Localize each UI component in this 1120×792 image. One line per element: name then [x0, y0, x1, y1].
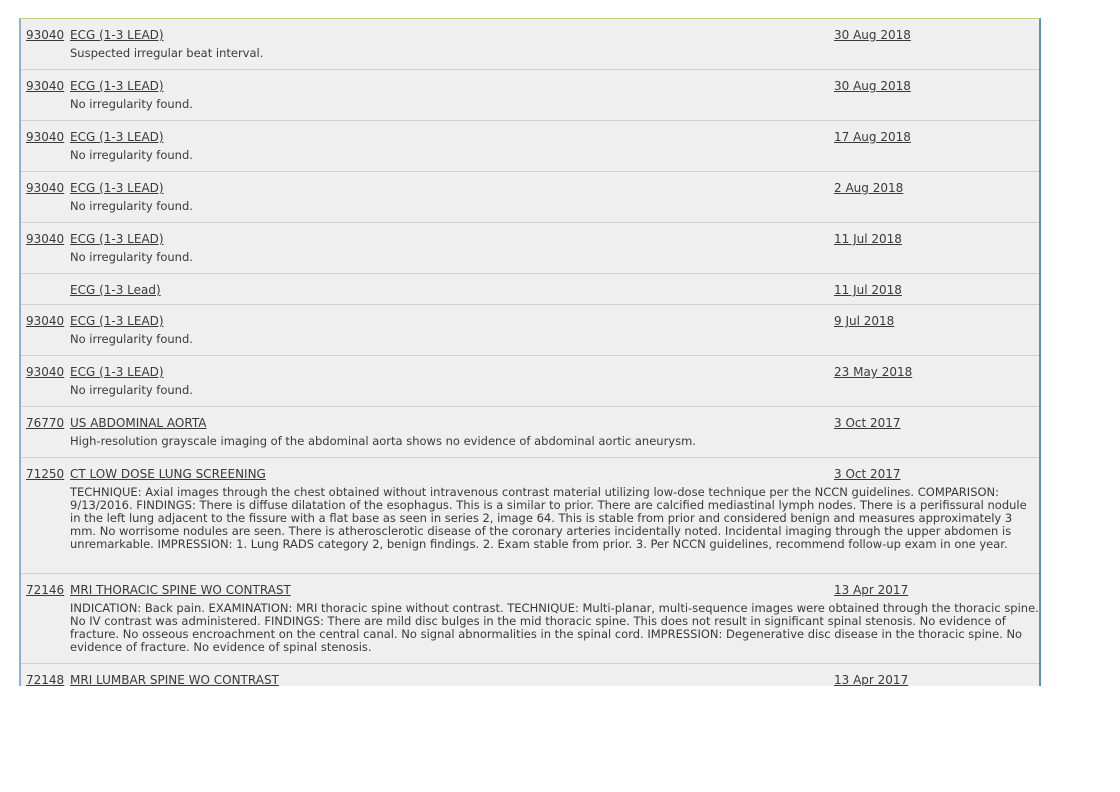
- procedure-code-link[interactable]: 93040: [26, 130, 65, 144]
- procedure-name-link[interactable]: ECG (1-3 LEAD): [70, 130, 164, 144]
- procedure-name-link[interactable]: ECG (1-3 LEAD): [70, 314, 164, 328]
- procedure-row: [21, 274, 1039, 305]
- procedure-date-link[interactable]: 11 Jul 2018: [834, 283, 902, 297]
- procedure-row: [21, 121, 1039, 172]
- procedure-name-link[interactable]: MRI THORACIC SPINE WO CONTRAST: [70, 583, 291, 597]
- procedure-row: [21, 223, 1039, 274]
- procedure-row: [21, 458, 1039, 574]
- procedure-name-link[interactable]: MRI LUMBAR SPINE WO CONTRAST: [70, 673, 279, 686]
- procedure-description: TECHNIQUE: Axial images through the chest obtained without intravenous contrast material utilizing low-dose technique per the NCCN guidelines. COMPARISON: 9/13/2016. FINDINGS: There is diffuse dilatation of the esophagus. This is a similar to prior. There are calcified mediastinal lymph nodes. There is a perifissural nodule in the left lung adjacent to the fissure with a flat base as seen in series 2, image 64. This is stable from prior and considered benign and measures approximately 3 mm. No worrisome nodules are seen. There is atherosclerotic disease of the coronary arteries incidentally noted. Incidental imaging through the upper abdomen is unremarkable. IMPRESSION: 1. Lung RADS category 2, benign findings. 2. Exam stable from prior. 3. Per NCCN guidelines, recommend follow-up exam in one year.: [70, 485, 1027, 551]
- procedure-code-link[interactable]: 72146: [26, 583, 65, 597]
- procedure-code-link[interactable]: 76770: [26, 416, 65, 430]
- procedure-name-link[interactable]: ECG (1-3 Lead): [70, 283, 161, 297]
- procedure-code-link[interactable]: 93040: [26, 232, 65, 246]
- procedure-code-link[interactable]: 93040: [26, 79, 65, 93]
- procedure-description: No irregularity found.: [70, 383, 193, 397]
- procedure-row: [21, 574, 1039, 664]
- procedure-date-link[interactable]: 23 May 2018: [834, 365, 913, 379]
- procedure-code-link[interactable]: 93040: [26, 365, 65, 379]
- procedure-description: No irregularity found.: [70, 199, 193, 213]
- procedure-date-link[interactable]: 3 Oct 2017: [834, 416, 901, 430]
- procedure-code-link[interactable]: 71250: [26, 467, 65, 481]
- procedure-name-link[interactable]: ECG (1-3 LEAD): [70, 232, 164, 246]
- procedure-name-link[interactable]: US ABDOMINAL AORTA: [70, 416, 207, 430]
- procedure-code-link[interactable]: 72148: [26, 673, 65, 686]
- procedure-description: High-resolution grayscale imaging of the abdominal aorta shows no evidence of abdominal aortic aneurysm.: [70, 434, 696, 448]
- procedure-date-link[interactable]: 13 Apr 2017: [834, 583, 909, 597]
- procedure-description: No irregularity found.: [70, 148, 193, 162]
- procedure-name-link[interactable]: ECG (1-3 LEAD): [70, 79, 164, 93]
- procedure-row: [21, 664, 1039, 686]
- procedure-date-link[interactable]: 3 Oct 2017: [834, 467, 901, 481]
- procedure-code-link[interactable]: 93040: [26, 28, 65, 42]
- procedure-date-link[interactable]: 30 Aug 2018: [834, 79, 911, 93]
- procedure-description: No irregularity found.: [70, 250, 193, 264]
- procedure-row: [21, 172, 1039, 223]
- procedure-row: [21, 407, 1039, 458]
- procedure-name-link[interactable]: CT LOW DOSE LUNG SCREENING: [70, 467, 266, 481]
- procedure-date-link[interactable]: 9 Jul 2018: [834, 314, 895, 328]
- procedure-date-link[interactable]: 11 Jul 2018: [834, 232, 902, 246]
- procedure-description: No irregularity found.: [70, 97, 193, 111]
- procedure-date-link[interactable]: 13 Apr 2017: [834, 673, 909, 686]
- procedure-date-link[interactable]: 17 Aug 2018: [834, 130, 911, 144]
- procedure-name-link[interactable]: ECG (1-3 LEAD): [70, 28, 164, 42]
- procedure-description: Suspected irregular beat interval.: [70, 46, 264, 60]
- procedure-row: [21, 305, 1039, 356]
- procedure-row: [21, 356, 1039, 407]
- procedure-history-panel: [19, 18, 1041, 686]
- procedure-description: INDICATION: Back pain. EXAMINATION: MRI thoracic spine without contrast. TECHNIQUE: Multi-planar, multi-sequence images were obtained through the thoracic spine. No IV contrast was administered. FINDINGS: There are mild disc bulges in the mid thoracic spine. This does not result in significant spinal stenosis. No evidence of fracture. No osseous encroachment on the central canal. No signal abnormalities in the spinal cord. IMPRESSION: Degenerative disc disease in the thoracic spine. No evidence of fracture. No evidence of spinal stenosis.: [70, 601, 1039, 654]
- procedure-row: [21, 70, 1039, 121]
- procedure-name-link[interactable]: ECG (1-3 LEAD): [70, 181, 164, 195]
- procedure-code-link[interactable]: 93040: [26, 181, 65, 195]
- procedure-name-link[interactable]: ECG (1-3 LEAD): [70, 365, 164, 379]
- procedure-date-link[interactable]: 2 Aug 2018: [834, 181, 904, 195]
- procedure-row: [21, 19, 1039, 70]
- procedure-date-link[interactable]: 30 Aug 2018: [834, 28, 911, 42]
- procedure-description: No irregularity found.: [70, 332, 193, 346]
- procedure-code-link[interactable]: 93040: [26, 314, 65, 328]
